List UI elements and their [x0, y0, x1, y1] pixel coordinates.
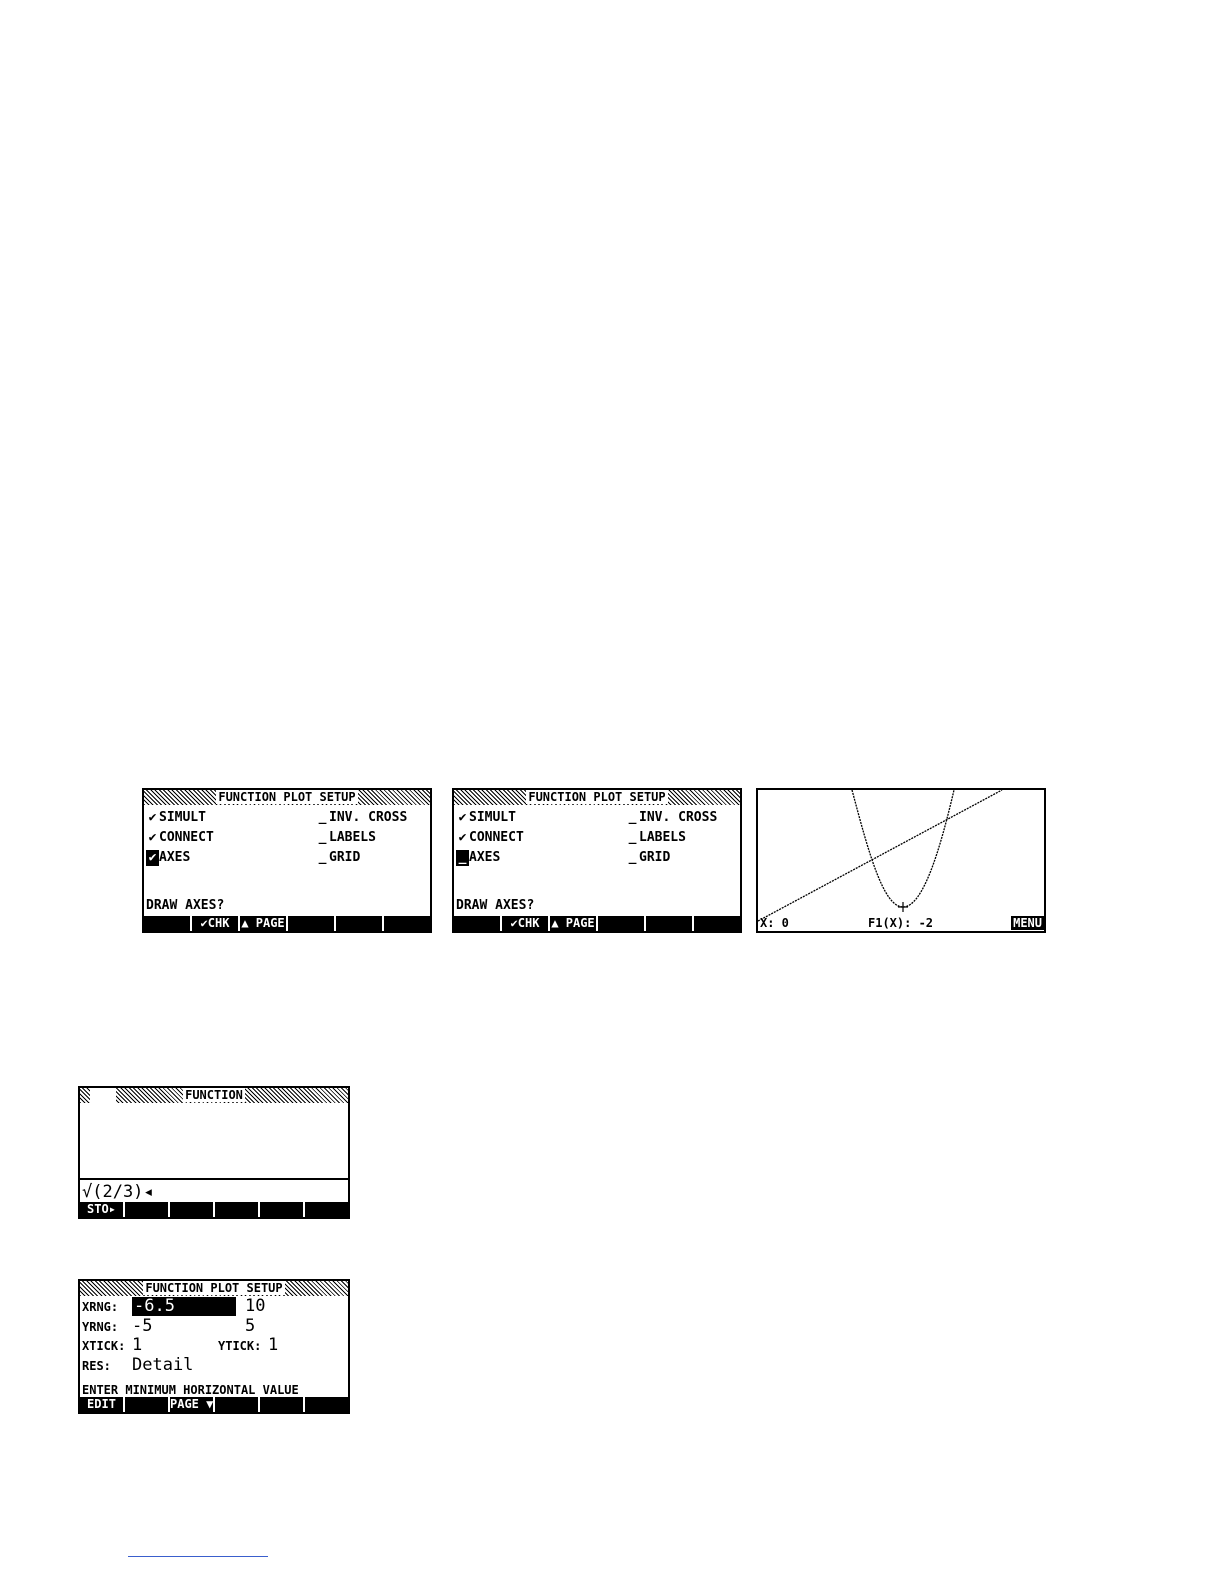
- screen-title: FUNCTION PLOT SETUP: [144, 790, 430, 805]
- prompt-text: ENTER MINIMUM HORIZONTAL VALUE: [82, 1383, 299, 1397]
- softkey-sto[interactable]: STO▸: [87, 1202, 116, 1216]
- yrng-max-field[interactable]: 5: [245, 1316, 256, 1336]
- softkey-4[interactable]: [596, 916, 644, 931]
- res-field[interactable]: Detail: [132, 1355, 194, 1375]
- softkey-chk[interactable]: ✔CHK: [500, 916, 548, 931]
- xtick-label: XTICK:: [82, 1339, 126, 1353]
- prompt-text: DRAW AXES?: [456, 898, 535, 913]
- softkey-5[interactable]: [644, 916, 692, 931]
- status-bar: [80, 1088, 348, 1103]
- option-inv-cross[interactable]: _ INV. CROSS: [318, 810, 408, 825]
- option-axes[interactable]: ✔ AXES: [146, 850, 190, 866]
- xrng-min-field[interactable]: -6.5: [132, 1297, 236, 1316]
- xtick-field[interactable]: 1: [132, 1335, 143, 1355]
- option-simult[interactable]: ✔ SIMULT: [458, 810, 516, 825]
- menu-button[interactable]: MENU: [1013, 916, 1042, 930]
- yrng-min-field[interactable]: -5: [132, 1316, 153, 1336]
- option-grid[interactable]: _ GRID: [318, 850, 361, 865]
- softkey-3[interactable]: [168, 1202, 213, 1217]
- entry-line[interactable]: √(2/3)◂: [82, 1182, 154, 1202]
- plot-setup-screen-2: [452, 788, 742, 933]
- option-axes[interactable]: _ AXES: [456, 850, 500, 866]
- x-readout: X: 0: [760, 916, 789, 930]
- option-grid[interactable]: _ GRID: [628, 850, 671, 865]
- softkey-1[interactable]: [144, 916, 190, 931]
- softkey-1[interactable]: [454, 916, 500, 931]
- softkey-page[interactable]: ▲ PAGE: [548, 916, 596, 931]
- option-labels[interactable]: _ LABELS: [628, 830, 686, 845]
- softkey-6[interactable]: [382, 916, 430, 931]
- divider: [80, 1178, 348, 1180]
- softkey-bar: [80, 1397, 348, 1412]
- xrng-max-field[interactable]: 10: [245, 1296, 266, 1316]
- home-screen: [78, 1086, 350, 1219]
- prompt-text: DRAW AXES?: [146, 898, 225, 913]
- softkey-bar: [454, 916, 740, 931]
- footnote-rule: [128, 1556, 268, 1557]
- f-readout: F1(X): -2: [868, 916, 934, 930]
- softkey-6[interactable]: [303, 1202, 348, 1217]
- res-label: RES:: [82, 1359, 111, 1373]
- parabola-curve: [852, 790, 954, 907]
- softkey-4[interactable]: [213, 1202, 258, 1217]
- softkey-bar: [80, 1202, 348, 1217]
- softkey-5[interactable]: [334, 916, 382, 931]
- softkey-edit[interactable]: EDIT: [87, 1397, 116, 1411]
- option-connect[interactable]: ✔ CONNECT: [458, 830, 524, 845]
- option-connect[interactable]: ✔ CONNECT: [148, 830, 214, 845]
- option-labels[interactable]: _ LABELS: [318, 830, 376, 845]
- plot-window-screen: [78, 1279, 350, 1414]
- softkey-6[interactable]: [692, 916, 740, 931]
- softkey-4[interactable]: [213, 1397, 258, 1412]
- plot-view-screen: [756, 788, 1046, 933]
- plot-setup-screen-1: [142, 788, 432, 933]
- softkey-5[interactable]: [258, 1202, 303, 1217]
- softkey-4[interactable]: [286, 916, 334, 931]
- screen-title: FUNCTION PLOT SETUP: [80, 1281, 348, 1296]
- softkey-page[interactable]: ▲ PAGE: [238, 916, 286, 931]
- softkey-chk[interactable]: ✔CHK: [190, 916, 238, 931]
- plot-canvas[interactable]: [758, 790, 1044, 931]
- line-curve: [758, 790, 1002, 921]
- softkey-page[interactable]: PAGE ▼: [170, 1397, 213, 1411]
- softkey-bar: [144, 916, 430, 931]
- option-simult[interactable]: ✔ SIMULT: [148, 810, 206, 825]
- ytick-field[interactable]: 1: [268, 1335, 279, 1355]
- yrng-label: YRNG:: [82, 1320, 119, 1334]
- ytick-label: YTICK:: [218, 1339, 262, 1353]
- mode-indicator: RAD: [92, 1088, 114, 1102]
- softkey-5[interactable]: [258, 1397, 303, 1412]
- xrng-label: XRNG:: [82, 1300, 119, 1314]
- softkey-2[interactable]: [123, 1202, 168, 1217]
- screen-title: FUNCTION PLOT SETUP: [454, 790, 740, 805]
- screen-title: FUNCTION: [185, 1088, 243, 1102]
- option-inv-cross[interactable]: _ INV. CROSS: [628, 810, 718, 825]
- softkey-2[interactable]: [123, 1397, 168, 1412]
- softkey-6[interactable]: [303, 1397, 348, 1412]
